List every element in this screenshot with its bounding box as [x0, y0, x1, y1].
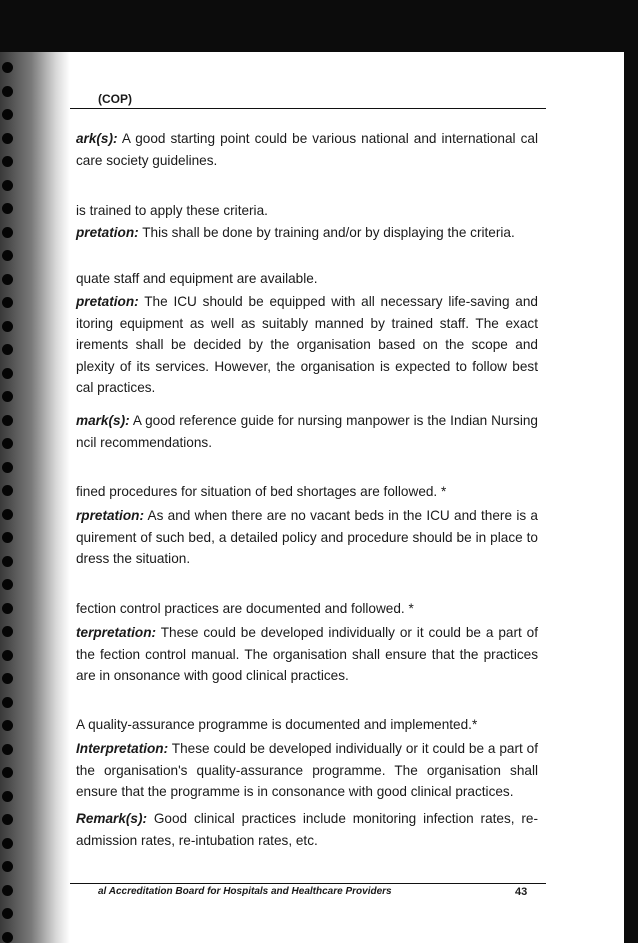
remark-paragraph — [76, 410, 538, 453]
remark-paragraph — [76, 128, 538, 171]
footer-rule — [70, 883, 546, 884]
remark-title: Remark(s): — [76, 811, 148, 826]
paragraph-body: fection control practices are documented and followed. * — [76, 601, 414, 616]
page-number: 43 — [515, 886, 528, 898]
paragraph-body: fined procedures for situation of bed shortages are followed. * — [76, 484, 447, 499]
remark-paragraph — [76, 808, 538, 851]
remark-title: mark(s): — [76, 413, 130, 428]
interpretation-title: pretation: — [76, 225, 139, 240]
header-rule — [70, 108, 546, 109]
interpretation-title: Interpretation: — [76, 741, 169, 756]
statement-paragraph — [76, 268, 538, 290]
statement-paragraph — [76, 598, 538, 620]
interpretation-paragraph — [76, 738, 538, 803]
paragraph-body: A good reference guide for nursing manpower is the Indian Nursing ncil recommendations. — [76, 413, 538, 450]
paragraph-body: is trained to apply these criteria. — [76, 203, 268, 218]
statement-paragraph — [76, 714, 538, 736]
paragraph-body: A quality-assurance programme is documented and implemented.* — [76, 717, 478, 732]
paragraph-body: A good starting point could be various national and international cal care society guidelines. — [76, 131, 538, 168]
remark-title: ark(s): — [76, 131, 118, 146]
statement-paragraph — [76, 200, 538, 222]
paragraph-body: The ICU should be equipped with all necessary life-saving and itoring equipment as well as suitably manned by trained staff. The exact irements shall be decided by the organisation based on the scope and plexity of its services. However, the organisation is expected to follow best cal practices. — [76, 294, 538, 395]
interpretation-paragraph — [76, 505, 538, 570]
interpretation-title: terpretation: — [76, 625, 157, 640]
interpretation-paragraph — [76, 291, 538, 399]
interpretation-title: pretation: — [76, 294, 139, 309]
paragraph-body: Good clinical practices include monitoring infection rates, re-admission rates, re-intubation rates, etc. — [76, 811, 538, 848]
paragraph-body: These could be developed individually or it could be a part of the fection control manual. The organisation shall ensure that the practices are in onsonance with good clinical practices. — [76, 625, 538, 683]
interpretation-title: rpretation: — [76, 508, 144, 523]
paragraph-body: This shall be done by training and/or by displaying the criteria. — [138, 225, 515, 240]
paragraph-body: As and when there are no vacant beds in the ICU and there is a quirement of such bed, a detailed policy and procedure should be in place to dress the situation. — [76, 508, 538, 566]
statement-paragraph — [76, 481, 538, 503]
interpretation-paragraph — [76, 222, 538, 244]
paragraph-body: These could be developed individually or it could be a part of the organisation's quality-assurance programme. The organisation shall ensure that the programme is in consonance with good clinical practices. — [76, 741, 538, 799]
running-footer: al Accreditation Board for Hospitals and Healthcare Providers — [98, 886, 392, 897]
running-header: (COP) — [98, 92, 132, 106]
paragraph-body: quate staff and equipment are available. — [76, 271, 318, 286]
interpretation-paragraph — [76, 622, 538, 687]
